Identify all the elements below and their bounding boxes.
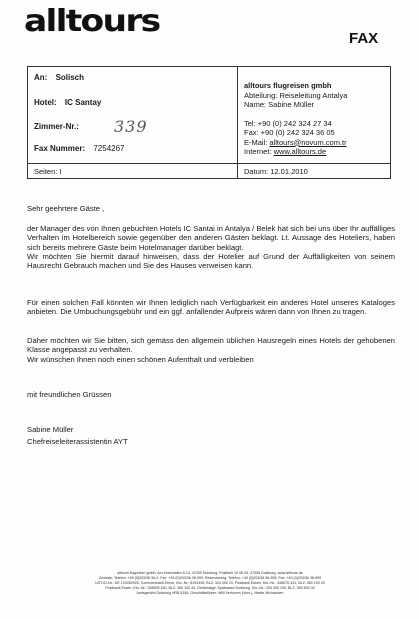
sender-fax: Fax: +90 (0) 242 324 36 05 (244, 128, 335, 137)
signature-name: Sabine Müller (27, 425, 74, 434)
fax-number-label: Fax Nummer: (34, 144, 86, 153)
fax-header-box (27, 66, 391, 179)
letter-paragraph-3 (27, 336, 395, 364)
letter-paragraph-1 (27, 224, 395, 270)
hotel-label: Hotel: (34, 98, 57, 107)
sender-tel: Tel: +90 (0) 242 324 27 34 (244, 118, 332, 128)
sender-internet-row (244, 147, 347, 157)
paragraph-1b-text: Wir möchten Sie hiermit darauf hinweisen, dass der Hotelier auf Grund der Auffälligkeiten von seinem Hausrecht Gebrauch machen und Sie des Hauses verweisen kann. (27, 251, 395, 271)
recipient-fax-row (34, 144, 125, 153)
paragraph-3b-text: Wir wünschen Ihnen noch einen schönen Aufenthalt und verbleiben (27, 354, 254, 364)
paragraph-1-text: der Manager des von Ihnen gebuchten Hotels IC Santai in Antalya / Belek hat sich bei uns über Ihr auffälliges Verhalten im Hotelbereich sowie gegenüber den anderen Gästen beklagt. Lt. Aussage des Hoteliers, haben sich bereits mehrere Gäste beim Hotelmanager darüber beklagt. (27, 224, 395, 252)
recipient-zimmer-row (34, 122, 79, 131)
hotel-value: IC Santay (64, 98, 102, 107)
footer-line-5: Amtsgericht Duisburg HRB 5184, Geschäftsführer: Willi Verhuven (Vors.), Martin Michaelsen (136, 591, 284, 595)
footer-line-4: Postbank Essen, Kto.-Nr.: 348505 430, BLZ: 360 100 43, Geldanlage: Sparkasse Duisburg, Kto.-Nr.: 200 300 100, BLZ: 350 500 00 (105, 586, 315, 590)
sender-name: Name: Sabine Müller (244, 100, 315, 109)
footer-line-1: alltours flugreisen gmbh, Am Innenhafen 8-10, 47059 Duisburg, Postfach 10 06 05, 47006 Duisburg, www.alltours.de (117, 571, 303, 575)
fax-number-value: 7254267 (93, 144, 125, 153)
header-bottom-rule (28, 163, 390, 164)
footer-line-3: UST-ID-Nr.: DE 120052926, Commerzbank Kleve, Kto.-Nr.: 8194435, BLZ: 324 400 23, Postbank Essen, Kto.-Nr.: 348070-431, BLZ: 360 100 43 (95, 581, 325, 585)
header-column-divider (237, 67, 238, 178)
seiten-count: Seiten: I (34, 167, 62, 176)
sender-abteilung: Abteilung: Reiseleitung Antalya (244, 90, 348, 100)
zimmer-label: Zimmer-Nr.: (34, 122, 79, 131)
email-link[interactable]: alltours@novum.com.tr (269, 137, 347, 147)
zimmer-handwritten-value: 339 (114, 117, 148, 136)
signature-title: Chefreiseleiterassistentin AYT (27, 437, 128, 446)
paragraph-3-text: Daher möchten wir Sie bitten, sich gemäss den allgemein üblichen Hausregeln eines Hotels der gehobenen Klasse angepasst zu verhalten. (27, 336, 395, 355)
internet-label: Internet: (244, 147, 274, 156)
sender-company: alltours flugreisen gmbh (244, 81, 332, 90)
recipient-an-row (34, 73, 84, 82)
email-label: E-Mail: (244, 137, 270, 147)
footer-line-2: Zentrale: Telefon: +49 (0)203/36 36-0, Fax: +49 (0)203/36 36-999, Reservierung: Telefon: +49 (0)203/36 36-555, Fax: +49 (0)203/36 36-999 (98, 576, 322, 580)
letter-greeting: Sehr geehrtere Gäste , (27, 204, 105, 213)
recipient-hotel-row (34, 98, 101, 107)
internet-link[interactable]: www.alltours.de (273, 147, 327, 156)
company-footer (20, 571, 400, 596)
an-value: Solisch (55, 73, 85, 82)
sender-email-row (244, 138, 347, 148)
alltours-logo: alltours (24, 4, 160, 39)
letter-paragraph-2: Für einen solchen Fall könnten wir Ihnen lediglich nach Verfügbarkeit ein anderes Hotel unseres Kataloges anbieten. Die Umbuchungsgebühr und ein ggf. anfallender Aufpreis wären dann von Ihnen zu tragen. (27, 298, 395, 317)
sender-block (244, 81, 347, 157)
fax-heading: FAX (349, 30, 379, 47)
fax-date: Datum: 12.01.2010 (244, 167, 308, 176)
letter-closing: mit freundlichen Grüssen (27, 390, 112, 399)
an-label: An: (34, 73, 48, 82)
